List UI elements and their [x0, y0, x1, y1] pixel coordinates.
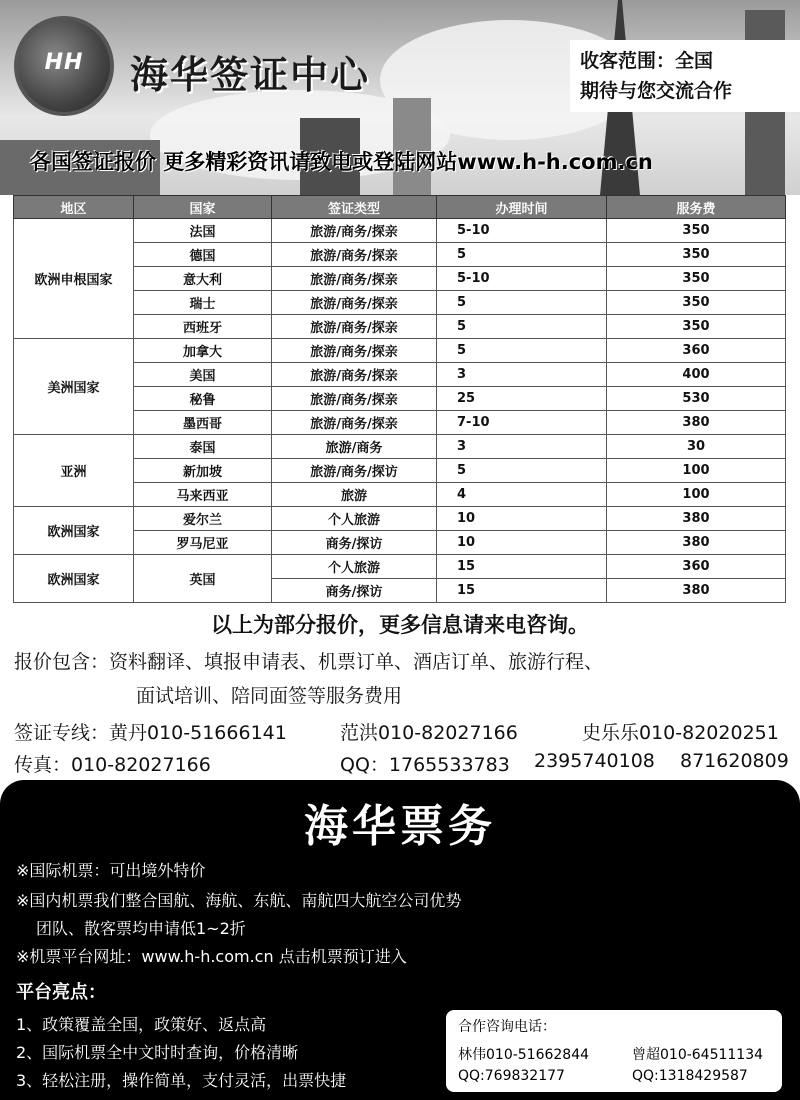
cell-fee: 380 — [607, 411, 786, 435]
pricing-note: 以上为部分报价，更多信息请来电咨询。 — [211, 613, 589, 637]
cell-region: 美洲国家 — [14, 339, 134, 435]
header-time: 办理时间 — [437, 196, 607, 219]
header-visa-type: 签证类型 — [272, 196, 437, 219]
cell-country: 德国 — [134, 243, 272, 267]
cell-fee: 360 — [607, 555, 786, 579]
cell-region: 亚洲 — [14, 435, 134, 507]
hotline-3: 史乐乐010-82020251 — [582, 722, 779, 744]
cell-visa-type: 个人旅游 — [272, 507, 437, 531]
cell-visa-type: 商务/探访 — [272, 579, 437, 603]
qq-2: 2395740108 — [534, 750, 655, 772]
cell-country: 罗马尼亚 — [134, 531, 272, 555]
cell-country: 瑞士 — [134, 291, 272, 315]
ticket-item: ※国际机票：可出境外特价 — [16, 861, 206, 880]
cell-fee: 350 — [607, 315, 786, 339]
cell-country: 新加坡 — [134, 459, 272, 483]
cell-fee: 380 — [607, 579, 786, 603]
cell-fee: 350 — [607, 243, 786, 267]
contact-qq-1: QQ:769832177 — [458, 1068, 565, 1084]
cell-fee: 100 — [607, 483, 786, 507]
contact-phone-1: 林伟010-51662844 — [458, 1047, 590, 1063]
cell-visa-type: 旅游/商务/探亲 — [272, 411, 437, 435]
cell-visa-type: 旅游/商务/探亲 — [272, 339, 437, 363]
cell-visa-type: 旅游/商务/探访 — [272, 459, 437, 483]
cell-fee: 100 — [607, 459, 786, 483]
cell-time: 5 — [437, 291, 607, 315]
contact-title: 合作咨询电话： — [458, 1019, 556, 1035]
cell-fee: 380 — [607, 531, 786, 555]
brand-title: 海华签证中心 — [130, 53, 371, 97]
table-header-row — [14, 196, 786, 219]
cell-visa-type: 旅游/商务/探亲 — [272, 267, 437, 291]
cell-visa-type: 旅游/商务/探亲 — [272, 243, 437, 267]
cell-time: 5 — [437, 243, 607, 267]
cell-country: 爱尔兰 — [134, 507, 272, 531]
fax: 传真：010-82027166 — [14, 754, 211, 776]
highlight-item: 2、国际机票全中文时时查询，价格清晰 — [16, 1043, 299, 1062]
cell-visa-type: 旅游/商务/探亲 — [272, 363, 437, 387]
cell-visa-type: 旅游/商务/探亲 — [272, 219, 437, 243]
cell-visa-type: 旅游/商务/探亲 — [272, 387, 437, 411]
cell-visa-type: 旅游/商务/探亲 — [272, 291, 437, 315]
price-table — [13, 195, 786, 603]
cell-region: 欧洲国家 — [14, 507, 134, 555]
cell-fee: 400 — [607, 363, 786, 387]
cell-visa-type: 旅游/商务/探亲 — [272, 315, 437, 339]
qq-3: 871620809 — [680, 750, 789, 772]
header-fee: 服务费 — [607, 196, 786, 219]
contact-phone-2: 曾超010-64511134 — [632, 1047, 764, 1063]
logo — [14, 16, 114, 116]
cell-fee: 380 — [607, 507, 786, 531]
cell-time: 5 — [437, 459, 607, 483]
cell-time: 15 — [437, 579, 607, 603]
cell-country: 英国 — [134, 555, 272, 603]
ticket-title: 海华票务 — [304, 801, 496, 852]
scope-box — [570, 40, 800, 112]
cell-country: 秘鲁 — [134, 387, 272, 411]
cell-region: 欧洲申根国家 — [14, 219, 134, 339]
cell-time: 3 — [437, 435, 607, 459]
cell-country: 墨西哥 — [134, 411, 272, 435]
table-body — [14, 219, 786, 603]
cell-time: 25 — [437, 387, 607, 411]
cell-country: 美国 — [134, 363, 272, 387]
table-row — [14, 435, 786, 459]
price-table-wrap — [13, 195, 785, 603]
table-row — [14, 339, 786, 363]
contact-qq-2: QQ:1318429587 — [632, 1068, 748, 1084]
cell-country: 马来西亚 — [134, 483, 272, 507]
cooperate-text: 期待与您交流合作 — [580, 80, 733, 102]
cell-fee: 530 — [607, 387, 786, 411]
table-row — [14, 507, 786, 531]
table-row — [14, 219, 786, 243]
cell-region: 欧洲国家 — [14, 555, 134, 603]
cell-time: 4 — [437, 483, 607, 507]
hotline-1: 签证专线：黄丹010-51666141 — [14, 722, 287, 744]
cell-time: 5 — [437, 339, 607, 363]
contact-box — [446, 1010, 782, 1092]
header-country: 国家 — [134, 196, 272, 219]
cell-time: 10 — [437, 507, 607, 531]
scope-text: 收客范围：全国 — [580, 50, 714, 72]
cell-time: 5 — [437, 315, 607, 339]
cell-time: 7-10 — [437, 411, 607, 435]
table-row — [14, 555, 786, 579]
cell-fee: 30 — [607, 435, 786, 459]
ticket-item: ※国内机票我们整合国航、海航、东航、南航四大航空公司优势 — [16, 891, 462, 910]
cell-country: 法国 — [134, 219, 272, 243]
cell-visa-type: 商务/探访 — [272, 531, 437, 555]
cell-country: 加拿大 — [134, 339, 272, 363]
includes-line1: 报价包含：资料翻译、填报申请表、机票订单、酒店订单、旅游行程、 — [14, 651, 604, 673]
ticket-section — [0, 780, 800, 1100]
header-region: 地区 — [14, 196, 134, 219]
cell-time: 15 — [437, 555, 607, 579]
cell-time: 3 — [437, 363, 607, 387]
cell-fee: 360 — [607, 339, 786, 363]
header-banner — [0, 0, 800, 195]
hotline-2: 范洪010-82027166 — [340, 722, 518, 744]
cell-country: 西班牙 — [134, 315, 272, 339]
cell-fee: 350 — [607, 267, 786, 291]
cell-fee: 350 — [607, 219, 786, 243]
cell-visa-type: 个人旅游 — [272, 555, 437, 579]
cell-fee: 350 — [607, 291, 786, 315]
cell-country: 意大利 — [134, 267, 272, 291]
cell-time: 5-10 — [437, 219, 607, 243]
highlight-item: 3、轻松注册，操作简单，支付灵活，出票快捷 — [16, 1071, 347, 1090]
ticket-item: 团队、散客票均申请低1~2折 — [36, 919, 246, 938]
cell-visa-type: 旅游/商务 — [272, 435, 437, 459]
qq-1: QQ：1765533783 — [340, 754, 510, 776]
tagline: 各国签证报价 更多精彩资讯请致电或登陆网站www.h-h.com.cn — [30, 150, 653, 174]
cell-visa-type: 旅游 — [272, 483, 437, 507]
cell-time: 5-10 — [437, 267, 607, 291]
includes-line2: 面试培训、陪同面签等服务费用 — [136, 685, 403, 707]
highlights-title: 平台亮点： — [16, 982, 106, 1003]
logo-text: HH — [44, 50, 84, 75]
cell-country: 泰国 — [134, 435, 272, 459]
ticket-item: ※机票平台网址：www.h-h.com.cn 点击机票预订进入 — [16, 947, 407, 966]
cell-time: 10 — [437, 531, 607, 555]
highlight-item: 1、政策覆盖全国，政策好、返点高 — [16, 1015, 267, 1034]
